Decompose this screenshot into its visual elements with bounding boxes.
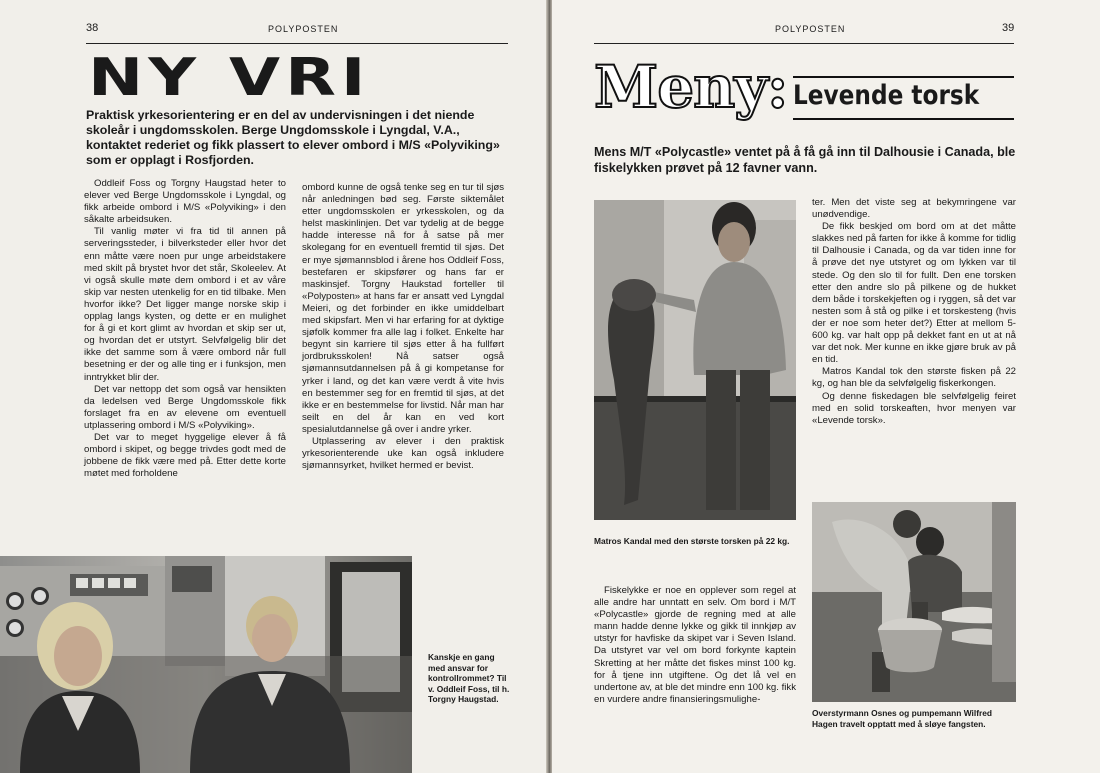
header-rule-left bbox=[86, 43, 508, 44]
left-page bbox=[0, 0, 548, 773]
title-rule-bottom bbox=[793, 118, 1014, 120]
paragraph: Oddleif Foss og Torgny Haugstad heter to elever ved Berge Ungdomsskole i Lyngdal, og fikk arbeide ombord i M/S «Polyviking» i den såkalte arbeidsuken. bbox=[84, 178, 286, 226]
paragraph: Det var nettopp det som også var hensikten da ledelsen ved Berge Ungdomsskole fikk forslaget fra en av elevene om eventuell utplassering ombord i M/S «Polyviking». bbox=[84, 383, 286, 431]
paragraph: ombord kunne de også tenke seg en tur til sjøs når anledningen bød seg. Første siktemålet etter ungdomsskolen er yrkesskolen, og da helst maskinlinjen. Det var tydelig at de begge hadde interesse nå for å satse på mer skolegang for en eventuell fremtid til sjøs. Det er mye sjømannsblod i årene hos Oddleif Foss, bestefaren er skipsfører og hans far er maskinsjef. Torgny Haukstad forteller til «Polyposten» at hans far er ansatt ved Lyngdal Meieri, og det forbinder en ikke umiddelbart med skipsfart. Men vi har erfaring for at dyktige sjøfolk kommer fra alle lag i folket. Enkelte har begynt sin karriere til sjøs etter å ha fullført jordbruksskolen! Nå satser også sjømannsutdannelsen på å gi kompetanse for yrker i land, og det kan være verdt å vite hvis en bestemmer seg for en fremtid til sjøs, at det ikke er en bestemmelse for livstid. Når man har seilt en del år kan en ved kort spesialutdannelse gå over i andre yrker. bbox=[302, 182, 504, 435]
article-title-left: NY VRI bbox=[88, 47, 371, 108]
paragraph: Utplassering av elever i den praktisk yrkesorienterende uke kan også inkludere sjømannsyrket, hvilket hermed er bevist. bbox=[302, 435, 504, 472]
gutting-fish-photo bbox=[812, 502, 1016, 702]
text-column-2 bbox=[302, 182, 504, 472]
article-title-rest: Levende torsk bbox=[793, 80, 980, 111]
page-number-left: 38 bbox=[86, 22, 99, 34]
paragraph: De fikk beskjed om bord om at det måtte slakkes ned på farten for ikke å komme for tidlig til Dalhousie i Canada, og da var tiden inne for å prøve det nye utstyret og om lykken var til stede. Og den slo til for fullt. Den ene torsken etter den andre slo på pilkene og de hukket dem både i torskekjeften og i ryggen, så det var nesten som å stå og pilke i et torskesteng (hvis der er noe som heter det?) Etter at mellom 5-600 kg. var halt opp på dekket fant en ut at nå var det nok. Mer kunne en ikke gjøre bruk av på en tid. bbox=[812, 221, 1016, 366]
title-rule-top bbox=[793, 76, 1014, 78]
gutting-fish-photo-image bbox=[812, 502, 1016, 702]
text-column-right-2 bbox=[812, 197, 1016, 427]
fish-catch-photo-image bbox=[594, 200, 796, 520]
fish-catch-photo bbox=[594, 200, 796, 520]
photo-caption-right-2: Overstyrmann Osnes og pumpemann Wilfred Hagen travelt opptatt med å sløye fangsten. bbox=[812, 708, 993, 729]
paragraph: Matros Kandal tok den største fisken på 22 kg, og han ble da selvfølgelig fiskerkongen. bbox=[812, 366, 1016, 390]
header-rule-right bbox=[594, 43, 1014, 44]
article-title-word: Meny: bbox=[594, 53, 788, 121]
paragraph: Og denne fiskedagen ble selvfølgelig feiret med en solid torskeaften, hvor menyen var «Levende torsk». bbox=[812, 390, 1016, 426]
paragraph: Det var to meget hyggelige elever å få ombord i skipet, og begge trivdes godt med de jobbene de fikk være med på. Etter dette korte møtet med forholdene bbox=[84, 431, 286, 480]
page-number-right: 39 bbox=[1002, 22, 1015, 34]
control-room-photo-image bbox=[0, 556, 412, 773]
text-column-right-1 bbox=[594, 585, 796, 706]
running-head-left: POLYPOSTEN bbox=[268, 24, 339, 34]
control-room-photo bbox=[0, 556, 412, 773]
paragraph: ter. Men det viste seg at bekymringene var unødvendige. bbox=[812, 197, 1016, 221]
paragraph: Til vanlig møter vi fra tid til annen på serveringssteder, i bilverksteder eller hvor det enn måtte være noen pur unge arbeidstakere med skilt på brystet hvor det står, Skoleelev. At vi også skulle møte dem ombord i et av våre skip var nesten utenkelig for en tid tilbake. Men hvorfor ikke? Det ligger mange norske skip i opplag langs kysten, og dette er en mulighet for å gi et kort glimt av hvordan et skip ser ut, og hvordan det er utstyrt. Selvfølgelig blir det ikke det samme som å være ombord når full besetning er der og alle ting er i funksjon, men inntrykket blir der. bbox=[84, 226, 286, 383]
photo-caption-left: Kanskje en gang med ansvar for kontrollrommet? Til v. Oddleif Foss, til h. Torgny Haugstad. bbox=[428, 652, 510, 705]
running-head-right: POLYPOSTEN bbox=[775, 24, 846, 34]
article-lead-right: Mens M/T «Polycastle» ventet på å få gå inn til Dalhousie i Canada, ble fiskelykken prøvet på 12 favner vann. bbox=[594, 145, 1016, 175]
photo-caption-right-1: Matros Kandal med den største torsken på 22 kg. bbox=[594, 536, 790, 546]
paragraph: Fiskelykke er noe en opplever som regel at alle andre har unntatt en selv. Om bord i M/T «Polycastle» gjorde de regning med at alle mann hadde denne lykke og gikk til innkjøp av utstyr for havfiske da skipet var i Seven Island. Da utstyret var vel om bord forkynte kaptein Skretting at her måtte det fiskes minst 100 kg. for å tjene inn utgiftene. Og det lå vel en undertone av, at ble det mindre enn 100 kg. fikk en vurdere andre finansieringsmulighe- bbox=[594, 585, 796, 705]
text-column-1 bbox=[84, 178, 286, 480]
article-lead-left: Praktisk yrkesorientering er en del av undervisningen i det niende skoleår i ungdomsskolen. Berge Ungdomsskole i Lyngdal, V.A., kontaktet rederiet og fikk plassert to elever ombord i M/S «Polyviking» som er opplagt i Rosfjorden. bbox=[86, 108, 500, 167]
